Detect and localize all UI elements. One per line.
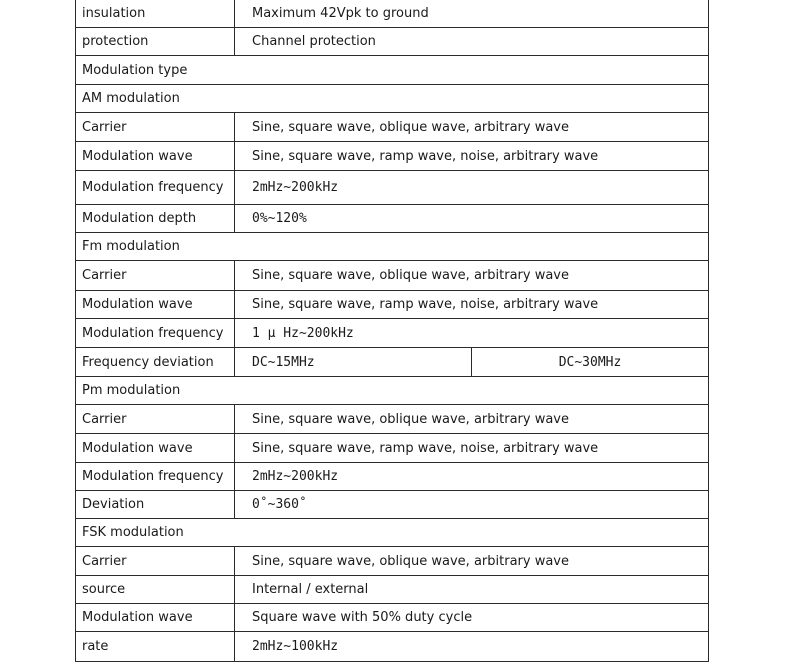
- table-row: [76, 0, 709, 28]
- table-row: [76, 547, 709, 576]
- row-label: Modulation frequency: [76, 463, 235, 491]
- row-value: Sine, square wave, oblique wave, arbitrary wave: [235, 547, 709, 576]
- row-value: Sine, square wave, oblique wave, arbitrary wave: [235, 405, 709, 434]
- row-label: Carrier: [76, 547, 235, 576]
- row-value: Sine, square wave, ramp wave, noise, arbitrary wave: [235, 434, 709, 463]
- row-label: Modulation wave: [76, 291, 235, 319]
- section-header-row: [76, 519, 709, 547]
- table-row: [76, 491, 709, 519]
- row-label: Carrier: [76, 405, 235, 434]
- row-value: 0˚~360˚: [235, 491, 709, 519]
- section-title: Modulation type: [76, 56, 709, 85]
- section-header-row: [76, 377, 709, 405]
- table-row: [76, 291, 709, 319]
- row-value: Sine, square wave, oblique wave, arbitrary wave: [235, 261, 709, 291]
- row-label: insulation: [76, 0, 235, 28]
- section-title: FSK modulation: [76, 519, 709, 547]
- row-value: 1 μ Hz~200kHz: [235, 319, 709, 348]
- table-row: [76, 604, 709, 632]
- table-row: [76, 348, 709, 377]
- row-value: 2mHz~100kHz: [235, 632, 709, 662]
- row-label: Carrier: [76, 113, 235, 142]
- table-row: [76, 142, 709, 171]
- table-row: [76, 319, 709, 348]
- section-header-row: [76, 233, 709, 261]
- row-value: DC~15MHz: [235, 348, 472, 377]
- row-value: Sine, square wave, ramp wave, noise, arbitrary wave: [235, 142, 709, 171]
- section-header-row: [76, 85, 709, 113]
- row-label: Modulation frequency: [76, 171, 235, 205]
- row-label: Frequency deviation: [76, 348, 235, 377]
- row-label: Deviation: [76, 491, 235, 519]
- row-value: Internal / external: [235, 576, 709, 604]
- table-row: [76, 171, 709, 205]
- table-row: [76, 28, 709, 56]
- row-label: Modulation depth: [76, 205, 235, 233]
- row-label: Modulation frequency: [76, 319, 235, 348]
- table-row: [76, 405, 709, 434]
- row-value: 2mHz~200kHz: [235, 171, 709, 205]
- row-label: rate: [76, 632, 235, 662]
- row-label: Carrier: [76, 261, 235, 291]
- row-label: protection: [76, 28, 235, 56]
- row-value: Sine, square wave, oblique wave, arbitrary wave: [235, 113, 709, 142]
- table-row: [76, 261, 709, 291]
- spec-table-body: [76, 0, 709, 662]
- row-label: Modulation wave: [76, 604, 235, 632]
- row-value: 2mHz~200kHz: [235, 463, 709, 491]
- section-header-row: [76, 56, 709, 85]
- row-label: Modulation wave: [76, 142, 235, 171]
- row-value: Channel protection: [235, 28, 709, 56]
- table-row: [76, 434, 709, 463]
- spec-table: [75, 0, 709, 662]
- table-row: [76, 632, 709, 662]
- row-value: Maximum 42Vpk to ground: [235, 0, 709, 28]
- table-row: [76, 113, 709, 142]
- section-title: AM modulation: [76, 85, 709, 113]
- row-value: Square wave with 50% duty cycle: [235, 604, 709, 632]
- table-row: [76, 576, 709, 604]
- row-value: 0%~120%: [235, 205, 709, 233]
- row-label: Modulation wave: [76, 434, 235, 463]
- table-row: [76, 205, 709, 233]
- section-title: Pm modulation: [76, 377, 709, 405]
- section-title: Fm modulation: [76, 233, 709, 261]
- table-row: [76, 463, 709, 491]
- row-label: source: [76, 576, 235, 604]
- row-value: Sine, square wave, ramp wave, noise, arbitrary wave: [235, 291, 709, 319]
- row-value-secondary: DC~30MHz: [472, 348, 709, 377]
